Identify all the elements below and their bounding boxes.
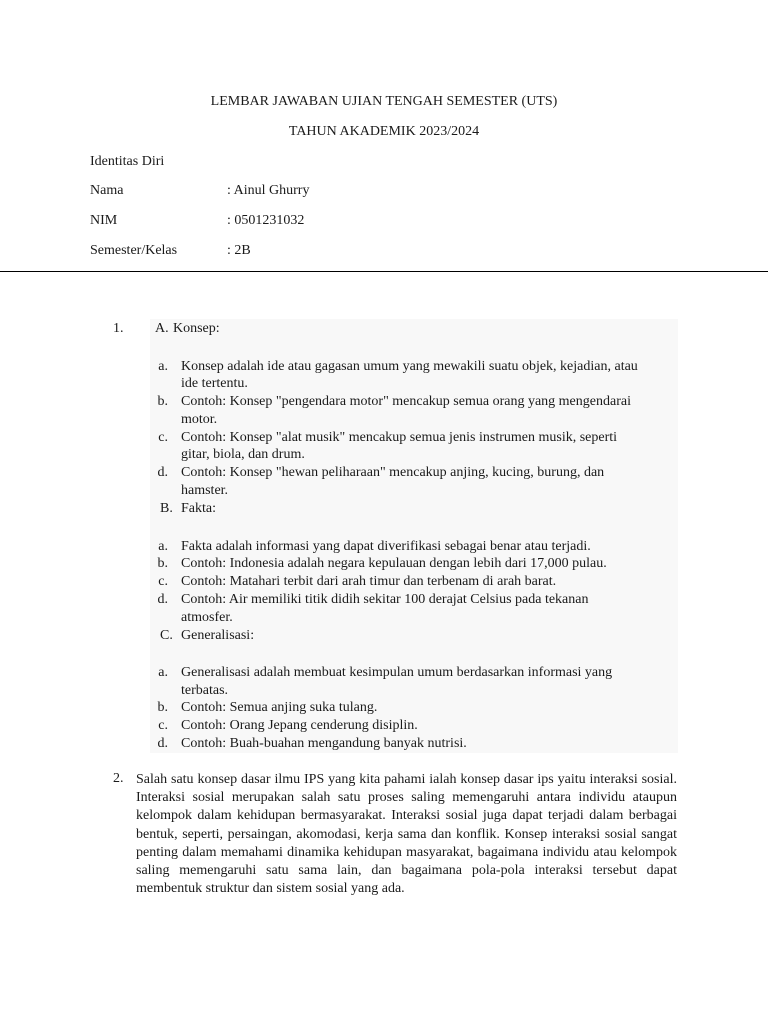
list-marker: b.	[157, 394, 168, 409]
list-item-text: Contoh: Konsep "hewan peliharaan" mencakup anjing, kucing, burung, dan	[181, 465, 605, 480]
document-title: LEMBAR JAWABAN UJIAN TENGAH SEMESTER (UTS)	[210, 94, 558, 109]
academic-year: TAHUN AKADEMIK 2023/2024	[288, 124, 480, 139]
field-value-nim: : 0501231032	[227, 213, 305, 228]
list-item-text: Contoh: Konsep "pengendara motor" mencakup semua orang yang mengendarai	[181, 394, 631, 409]
list-marker: a.	[158, 665, 168, 680]
identity-heading: Identitas Diri	[90, 154, 165, 169]
list-item-text: Contoh: Konsep "alat musik" mencakup semua jenis instrumen musik, seperti	[181, 430, 618, 445]
list-item-text: Generalisasi adalah membuat kesimpulan umum berdasarkan informasi yang	[181, 665, 613, 680]
question-1-number: 1.	[113, 321, 124, 336]
list-item-text: atmosfer.	[181, 610, 233, 625]
list-marker: d.	[157, 592, 168, 607]
list-marker: c.	[158, 430, 168, 445]
list-item-text: gitar, biola, dan drum.	[181, 447, 305, 462]
list-item-text: ide tertentu.	[181, 376, 248, 391]
list-marker: d.	[157, 465, 168, 480]
list-item-text: Contoh: Indonesia adalah negara kepulauan dengan lebih dari 17,000 pulau.	[181, 556, 607, 571]
section-c-letter: C.	[160, 628, 173, 643]
list-marker: b.	[157, 700, 168, 715]
list-item-text: Contoh: Orang Jepang cenderung disiplin.	[181, 718, 418, 733]
list-item-text: Contoh: Air memiliki titik didih sekitar 100 derajat Celsius pada tekanan	[181, 592, 589, 607]
list-item-text: Contoh: Matahari terbit dari arah timur dan terbenam di arah barat.	[181, 574, 557, 589]
field-label-nim: NIM	[90, 213, 118, 228]
list-item-text: Contoh: Buah-buahan mengandung banyak nutrisi.	[181, 736, 467, 751]
field-value-semester: : 2B	[227, 243, 251, 258]
list-item-text: motor.	[181, 412, 218, 427]
section-a-letter: A.	[155, 321, 169, 336]
field-label-semester: Semester/Kelas	[90, 243, 178, 258]
list-marker: c.	[158, 718, 168, 733]
list-item-text: Fakta adalah informasi yang dapat diverifikasi sebagai benar atau terjadi.	[181, 539, 591, 554]
list-marker: d.	[157, 736, 168, 751]
list-marker: a.	[158, 359, 168, 374]
section-c-heading: Generalisasi:	[181, 628, 255, 643]
question-2-number: 2.	[113, 771, 124, 786]
section-a-heading: Konsep:	[173, 321, 220, 336]
field-value-nama: : Ainul Ghurry	[227, 183, 310, 198]
field-label-nama: Nama	[90, 183, 124, 198]
answer-2-paragraph: Salah satu konsep dasar ilmu IPS yang kita pahami ialah konsep dasar ips yaitu interaksi sosial. Interaksi sosial merupakan salah satu proses saling memengaruhi antara individu ataupun kelompok dalam kehidupan bermasyarakat. Interaksi sosial juga dapat terjadi dalam berbagai bentuk, seperti, persaingan, akomodasi, kerja sama dan konflik. Konsep interaksi sosial sangat penting dalam memahami dinamika kehidupan masyarakat, bagaimana individu atau kelompok saling memengaruhi satu sama lain, dan bagaimana pola-pola interaksi tersebut dapat membentuk struktur dan sistem sosial yang ada.	[136, 772, 677, 897]
list-item-text: Contoh: Semua anjing suka tulang.	[181, 700, 378, 715]
list-marker: b.	[157, 556, 168, 571]
list-marker: c.	[158, 574, 168, 589]
section-b-letter: B.	[160, 501, 173, 516]
header-divider	[0, 271, 768, 272]
section-b-heading: Fakta:	[181, 501, 216, 516]
list-marker: a.	[158, 539, 168, 554]
list-item-text: terbatas.	[181, 683, 229, 698]
list-item-text: hamster.	[181, 483, 229, 498]
list-item-text: Konsep adalah ide atau gagasan umum yang mewakili suatu objek, kejadian, atau	[181, 359, 638, 374]
